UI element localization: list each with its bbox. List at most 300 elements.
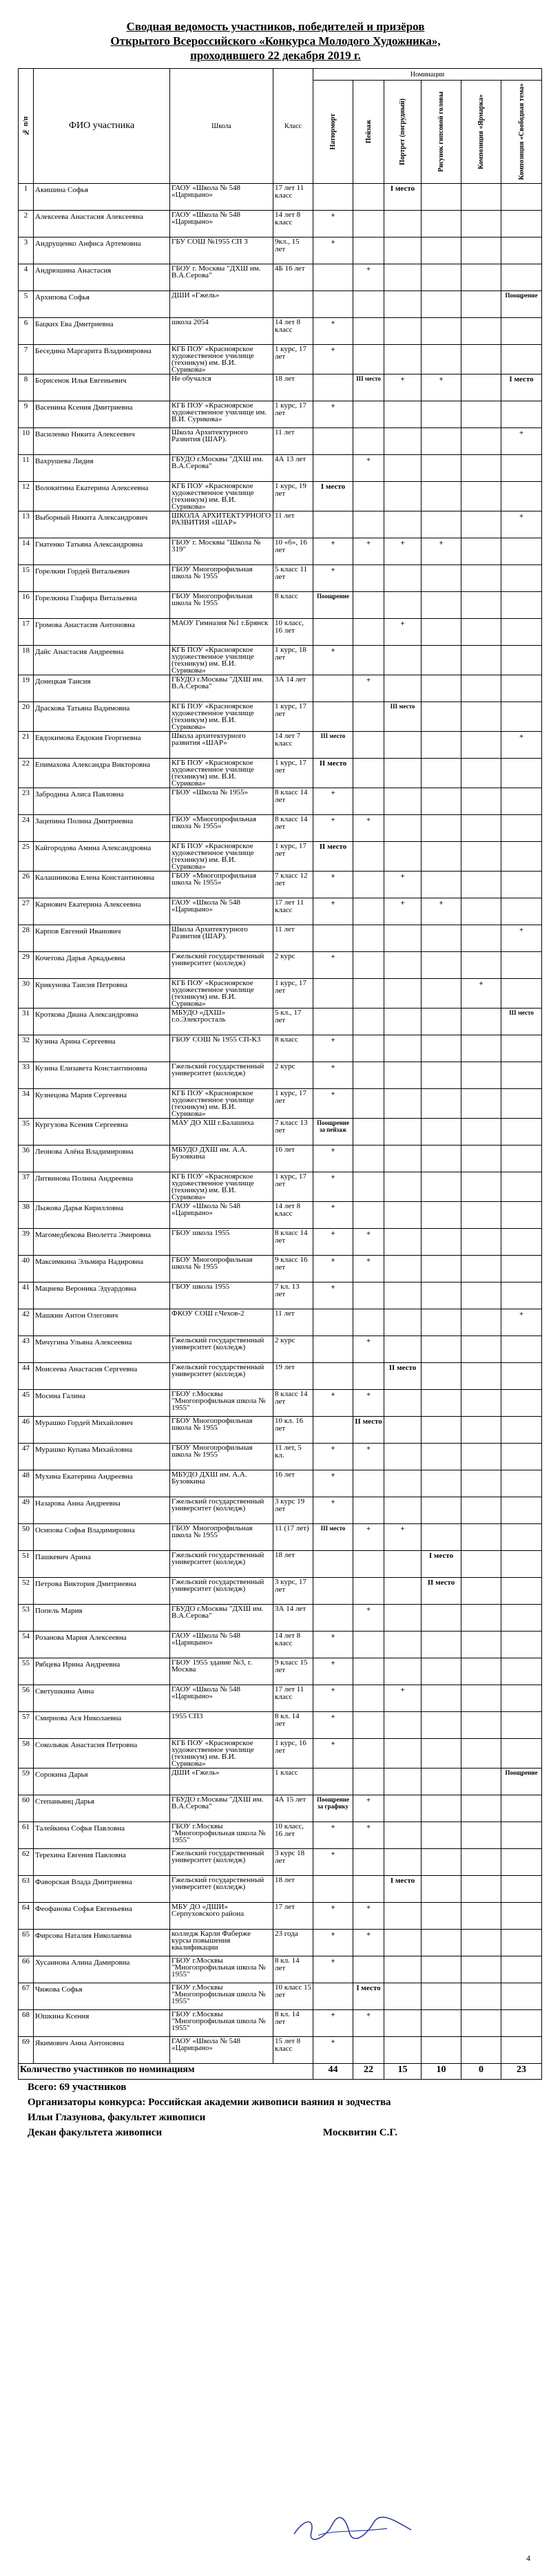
row-number: 14: [19, 538, 34, 565]
nomination-mark-3: [384, 842, 422, 872]
nomination-mark-6: [501, 1578, 542, 1605]
nomination-mark-1: [313, 1769, 353, 1795]
table-row: [19, 1146, 542, 1172]
participant-class: 14 лет 7 класс: [273, 732, 313, 759]
nomination-mark-5: [461, 1956, 501, 1983]
nomination-mark-4: [422, 1336, 461, 1363]
nomination-mark-2: +: [353, 264, 384, 291]
row-number: 7: [19, 345, 34, 374]
nomination-mark-2: [353, 1035, 384, 1062]
participant-name: Андрущенко Анфиса Артемовна: [34, 237, 170, 264]
participant-school: ФКОУ СОШ г.Чехов-2: [170, 1309, 273, 1336]
nomination-mark-6: [501, 1119, 542, 1146]
participant-name: Фаворская Влада Дмитриевна: [34, 1876, 170, 1903]
nomination-mark-5: [461, 1309, 501, 1336]
row-number: 50: [19, 1524, 34, 1551]
nomination-mark-2: [353, 592, 384, 619]
nomination-mark-6: [501, 1062, 542, 1089]
nomination-mark-4: [422, 1470, 461, 1497]
nomination-mark-3: [384, 318, 422, 345]
nomination-mark-5: [461, 1876, 501, 1903]
nomination-mark-2: +: [353, 1229, 384, 1256]
nomination-mark-5: [461, 1089, 501, 1119]
nomination-mark-4: [422, 1417, 461, 1444]
nomination-mark-2: [353, 952, 384, 979]
nomination-mark-1: +: [313, 401, 353, 428]
nomination-mark-6: [501, 1444, 542, 1470]
nomination-mark-2: [353, 759, 384, 788]
table-row: [19, 2010, 542, 2037]
nomination-mark-5: [461, 455, 501, 482]
nomination-mark-2: [353, 619, 384, 646]
row-number: 59: [19, 1769, 34, 1795]
nomination-mark-4: [422, 1903, 461, 1930]
table-row: [19, 1470, 542, 1497]
table-row: [19, 482, 542, 511]
participant-name: Рябцева Ирина Андреевна: [34, 1658, 170, 1685]
table-row: [19, 1632, 542, 1658]
nomination-mark-2: [353, 428, 384, 455]
participant-school: ГБОУ «Школа № 1955»: [170, 788, 273, 815]
participant-class: 1 курс, 19 лет: [273, 482, 313, 511]
nomination-mark-3: [384, 211, 422, 237]
nomination-mark-3: [384, 1605, 422, 1632]
participant-name: Сокольвак Анастасия Петровна: [34, 1739, 170, 1769]
table-row: [19, 428, 542, 455]
nomination-mark-5: [461, 1605, 501, 1632]
participant-name: Лыжова Дарья Кирилловна: [34, 1202, 170, 1229]
nomination-mark-4: [422, 1524, 461, 1551]
participant-class: 11 лет: [273, 1309, 313, 1336]
participant-class: 5 класс 11 лет: [273, 565, 313, 592]
table-row: [19, 1903, 542, 1930]
table-row: [19, 1417, 542, 1444]
table-row: [19, 1202, 542, 1229]
nomination-mark-1: +: [313, 565, 353, 592]
nomination-mark-5: [461, 211, 501, 237]
nomination-mark-4: [422, 1062, 461, 1089]
nomination-mark-2: [353, 1769, 384, 1795]
nomination-mark-1: Поощрение за графику: [313, 1795, 353, 1822]
nomination-mark-6: Поощрение: [501, 291, 542, 318]
nomination-mark-1: [313, 1009, 353, 1035]
nomination-mark-5: [461, 872, 501, 898]
nomination-mark-3: +: [384, 538, 422, 565]
participant-class: 8 класс 14 лет: [273, 1229, 313, 1256]
participant-name: Сорокина Дарья: [34, 1769, 170, 1795]
nomination-mark-2: [353, 184, 384, 211]
nomination-mark-2: [353, 401, 384, 428]
nomination-mark-2: [353, 1309, 384, 1336]
title-line-2: Открытого Всероссийского «Конкурса Молодого Художника»,: [110, 34, 441, 47]
nomination-mark-5: [461, 1685, 501, 1712]
header-nomination-3: Портрет (погрудный): [384, 81, 422, 184]
nomination-mark-1: [313, 1336, 353, 1363]
table-row: [19, 1524, 542, 1551]
organizers-line-1: Организаторы конкурса: Российская академии живописи ваяния и зодчества: [28, 2097, 391, 2108]
table-row: [19, 1605, 542, 1632]
participant-class: 1 курс, 17 лет: [273, 759, 313, 788]
nomination-mark-2: [353, 842, 384, 872]
table-row: [19, 291, 542, 318]
participant-class: 8 кл. 14 лет: [273, 2010, 313, 2037]
row-number: 22: [19, 759, 34, 788]
signature-image: [291, 2515, 415, 2542]
participant-name: Кургузова Ксения Сергеевна: [34, 1119, 170, 1146]
participant-class: 16 лет: [273, 1470, 313, 1497]
participant-class: 9 класс 15 лет: [273, 1658, 313, 1685]
nomination-mark-3: [384, 291, 422, 318]
nomination-mark-1: +: [313, 1849, 353, 1876]
nomination-mark-6: [501, 619, 542, 646]
nomination-mark-1: [313, 979, 353, 1009]
nomination-mark-5: [461, 538, 501, 565]
participant-name: Бацких Ева Дмитриевна: [34, 318, 170, 345]
table-row: [19, 1849, 542, 1876]
participant-name: Попель Мария: [34, 1605, 170, 1632]
nomination-mark-3: [384, 1632, 422, 1658]
row-number: 39: [19, 1229, 34, 1256]
nomination-mark-1: +: [313, 1062, 353, 1089]
table-row: [19, 979, 542, 1009]
row-number: 11: [19, 455, 34, 482]
row-number: 1: [19, 184, 34, 211]
nomination-mark-1: +: [313, 1390, 353, 1417]
nomination-mark-2: [353, 1282, 384, 1309]
nomination-mark-2: +: [353, 1336, 384, 1363]
participant-school: КГБ ПОУ «Красноярское художественное училище (техникум) им. В.И. Сурикова»: [170, 482, 273, 511]
participant-school: ШКОЛА АРХИТЕКТУРНОГО РАЗВИТИЯ «ШАР»: [170, 511, 273, 538]
nomination-mark-3: I место: [384, 184, 422, 211]
nomination-mark-3: [384, 979, 422, 1009]
nomination-mark-6: [501, 1363, 542, 1390]
nomination-mark-1: +: [313, 1930, 353, 1956]
table-row: [19, 401, 542, 428]
nomination-mark-4: II место: [422, 1578, 461, 1605]
row-number: 2: [19, 211, 34, 237]
table-row: [19, 538, 542, 565]
row-number: 58: [19, 1739, 34, 1769]
row-number: 55: [19, 1658, 34, 1685]
participant-school: КГБ ПОУ «Красноярское художественное училище (техникум) им. В.И. Сурикова»: [170, 759, 273, 788]
nomination-mark-1: +: [313, 1470, 353, 1497]
total-n1: 44: [313, 2064, 353, 2080]
participant-name: Карпов Евгений Иванович: [34, 925, 170, 952]
nomination-mark-3: [384, 1417, 422, 1444]
nomination-mark-4: [422, 237, 461, 264]
participant-name: Дайс Анастасия Андреевна: [34, 646, 170, 675]
participant-name: Терехина Евгения Павловна: [34, 1849, 170, 1876]
nomination-mark-4: [422, 1769, 461, 1795]
participant-name: Мосина Галина: [34, 1390, 170, 1417]
nomination-mark-1: +: [313, 1903, 353, 1930]
row-number: 51: [19, 1551, 34, 1578]
nomination-mark-3: [384, 1578, 422, 1605]
row-number: 54: [19, 1632, 34, 1658]
nomination-mark-4: [422, 1822, 461, 1849]
table-row: [19, 1876, 542, 1903]
nomination-mark-5: [461, 1739, 501, 1769]
nomination-mark-6: [501, 952, 542, 979]
table-row: [19, 1769, 542, 1795]
nomination-mark-6: [501, 1282, 542, 1309]
nomination-mark-1: +: [313, 1089, 353, 1119]
participant-school: Гжельский государственный университет (колледж): [170, 1551, 273, 1578]
nomination-mark-5: [461, 1009, 501, 1035]
nomination-mark-5: [461, 237, 501, 264]
table-row: [19, 898, 542, 925]
nomination-mark-4: [422, 565, 461, 592]
nomination-mark-2: [353, 1551, 384, 1578]
nomination-mark-2: III место: [353, 374, 384, 401]
nomination-mark-5: [461, 646, 501, 675]
nomination-mark-2: +: [353, 1930, 384, 1956]
table-row: [19, 1930, 542, 1956]
row-number: 46: [19, 1417, 34, 1444]
participant-school: ГБОУ Многопрофильная школа № 1955: [170, 592, 273, 619]
nomination-mark-6: +: [501, 925, 542, 952]
row-number: 21: [19, 732, 34, 759]
nomination-mark-5: [461, 759, 501, 788]
participant-school: ГБОУ 1955 здание №3, г. Москва: [170, 1658, 273, 1685]
nomination-mark-6: [501, 1172, 542, 1202]
participant-name: Карнович Екатерина Алексеевна: [34, 898, 170, 925]
nomination-mark-1: [313, 184, 353, 211]
table-row: [19, 788, 542, 815]
participant-class: 1 курс, 17 лет: [273, 1089, 313, 1119]
nomination-mark-6: [501, 1089, 542, 1119]
table-row: [19, 1035, 542, 1062]
nomination-mark-1: III место: [313, 732, 353, 759]
nomination-mark-3: [384, 732, 422, 759]
nomination-mark-3: [384, 455, 422, 482]
nomination-mark-6: [501, 264, 542, 291]
nomination-mark-2: [353, 1956, 384, 1983]
participant-name: Кузина Арина Сергеевна: [34, 1035, 170, 1062]
participant-name: Епимахова Александра Викторовна: [34, 759, 170, 788]
row-number: 28: [19, 925, 34, 952]
participant-name: Степаньянц Дарья: [34, 1795, 170, 1822]
participant-name: Кочетова Дарья Аркадьевна: [34, 952, 170, 979]
participant-school: ГАОУ «Школа № 548 «Царицыно»: [170, 1202, 273, 1229]
nomination-mark-2: [353, 211, 384, 237]
nomination-mark-5: [461, 1202, 501, 1229]
participant-name: Светушкина Анна: [34, 1685, 170, 1712]
table-row: [19, 592, 542, 619]
nomination-mark-1: +: [313, 211, 353, 237]
nomination-mark-1: II место: [313, 842, 353, 872]
nomination-mark-4: [422, 1229, 461, 1256]
title-line-3: проходившего 22 декабря 2019 г.: [190, 49, 361, 62]
participant-class: 2 курс: [273, 1336, 313, 1363]
row-number: 69: [19, 2037, 34, 2064]
nomination-mark-2: [353, 2037, 384, 2064]
participant-class: 9 класс 16 лет: [273, 1256, 313, 1282]
nomination-mark-4: [422, 759, 461, 788]
nomination-mark-4: [422, 1739, 461, 1769]
participant-name: Мурашко Гордей Михайлович: [34, 1417, 170, 1444]
nomination-mark-5: [461, 1712, 501, 1739]
participant-class: 7 класс 12 лет: [273, 872, 313, 898]
nomination-mark-4: [422, 1309, 461, 1336]
nomination-mark-2: I место: [353, 1983, 384, 2010]
row-number: 4: [19, 264, 34, 291]
participant-class: 8 кл. 14 лет: [273, 1712, 313, 1739]
nomination-mark-4: +: [422, 538, 461, 565]
nomination-mark-4: [422, 1658, 461, 1685]
nomination-mark-6: [501, 1470, 542, 1497]
nomination-mark-3: [384, 1739, 422, 1769]
nomination-mark-6: [501, 872, 542, 898]
nomination-mark-5: [461, 511, 501, 538]
nomination-mark-3: [384, 1009, 422, 1035]
nomination-mark-4: [422, 1282, 461, 1309]
nomination-mark-2: [353, 1578, 384, 1605]
participant-class: 8 кл. 14 лет: [273, 1956, 313, 1983]
total-n4: 10: [422, 2064, 461, 2080]
participant-name: Донецкая Таисия: [34, 675, 170, 702]
nomination-mark-4: [422, 619, 461, 646]
nomination-mark-3: [384, 401, 422, 428]
participant-name: Назарова Анна Андреевна: [34, 1497, 170, 1524]
participant-school: колледж Карли Фаберже курсы повышения квалификации: [170, 1930, 273, 1956]
participant-school: ДШИ «Гжель»: [170, 1769, 273, 1795]
nomination-mark-2: [353, 1739, 384, 1769]
row-number: 64: [19, 1903, 34, 1930]
nomination-mark-3: [384, 1956, 422, 1983]
participant-name: Фирсова Наталия Николаевна: [34, 1930, 170, 1956]
nomination-mark-3: +: [384, 1685, 422, 1712]
participant-school: МБУДО «ДХШ» г.о.Электросталь: [170, 1009, 273, 1035]
table-row: [19, 1390, 542, 1417]
header-nomination-4: Рисунок гипсовой головы: [422, 81, 461, 184]
participant-name: Василенко Никита Алексеевич: [34, 428, 170, 455]
nomination-mark-1: +: [313, 538, 353, 565]
total-n2: 22: [353, 2064, 384, 2080]
nomination-mark-4: [422, 788, 461, 815]
nomination-mark-5: [461, 374, 501, 401]
nomination-mark-3: [384, 1229, 422, 1256]
nomination-mark-1: Поощрение: [313, 592, 353, 619]
nomination-mark-2: [353, 1009, 384, 1035]
nomination-mark-6: [501, 318, 542, 345]
nomination-mark-5: [461, 619, 501, 646]
table-row: [19, 1282, 542, 1309]
row-number: 68: [19, 2010, 34, 2037]
participant-class: 11 лет: [273, 925, 313, 952]
participant-school: КГБ ПОУ «Красноярское художественное училище (техникум) им. В.И. Сурикова»: [170, 1739, 273, 1769]
nomination-mark-3: +: [384, 872, 422, 898]
nomination-mark-5: [461, 1390, 501, 1417]
row-number: 67: [19, 1983, 34, 2010]
nomination-mark-5: [461, 702, 501, 732]
participant-name: Забродина Алиса Павловна: [34, 788, 170, 815]
nomination-mark-3: [384, 815, 422, 842]
row-number: 61: [19, 1822, 34, 1849]
table-row: [19, 1062, 542, 1089]
table-row: [19, 842, 542, 872]
nomination-mark-1: +: [313, 1444, 353, 1470]
participant-school: МБУ ДО «ДШИ» Серпуховского района: [170, 1903, 273, 1930]
participant-school: Школа Архитектурного Развития (ШАР).: [170, 925, 273, 952]
nomination-mark-1: +: [313, 952, 353, 979]
nomination-mark-2: [353, 482, 384, 511]
nomination-mark-6: [501, 1632, 542, 1658]
participant-class: 1 курс, 17 лет: [273, 401, 313, 428]
nomination-mark-4: [422, 482, 461, 511]
nomination-mark-5: [461, 1983, 501, 2010]
nomination-mark-2: [353, 511, 384, 538]
nomination-mark-6: [501, 1605, 542, 1632]
row-number: 8: [19, 374, 34, 401]
table-row: [19, 1956, 542, 1983]
row-number: 31: [19, 1009, 34, 1035]
nomination-mark-2: [353, 1497, 384, 1524]
participant-class: 10 класс 15 лет: [273, 1983, 313, 2010]
row-number: 25: [19, 842, 34, 872]
nomination-mark-1: +: [313, 1282, 353, 1309]
nomination-mark-3: [384, 1930, 422, 1956]
nomination-mark-4: [422, 2037, 461, 2064]
participant-class: 8 класс: [273, 1035, 313, 1062]
nomination-mark-3: [384, 1256, 422, 1282]
participant-name: Зацепина Полина Дмитриевна: [34, 815, 170, 842]
header-nomination-6: Композиция «Свободная тема»: [501, 81, 542, 184]
nomination-mark-2: +: [353, 1524, 384, 1551]
row-number: 9: [19, 401, 34, 428]
nomination-mark-1: +: [313, 815, 353, 842]
nomination-mark-1: +: [313, 1739, 353, 1769]
row-number: 13: [19, 511, 34, 538]
table-row: [19, 1172, 542, 1202]
nomination-mark-6: +: [501, 732, 542, 759]
participant-school: КГБ ПОУ «Красноярское художественное училище (техникум) им. В.И. Сурикова»: [170, 646, 273, 675]
nomination-mark-4: [422, 401, 461, 428]
nomination-mark-6: [501, 1822, 542, 1849]
nomination-mark-3: [384, 565, 422, 592]
table-row: [19, 952, 542, 979]
participant-school: ГБОУ г. Москвы "Школа № 319": [170, 538, 273, 565]
participant-class: 10 «б», 16 лет: [273, 538, 313, 565]
nomination-mark-4: [422, 646, 461, 675]
participant-name: Якимович Анна Антоновна: [34, 2037, 170, 2064]
participant-class: 8 класс 14 лет: [273, 815, 313, 842]
table-row: [19, 1497, 542, 1524]
nomination-mark-4: [422, 979, 461, 1009]
nomination-mark-6: +: [501, 1309, 542, 1336]
participant-school: КГБ ПОУ «Красноярское художественное училище (техникум) им. В.И. Сурикова»: [170, 979, 273, 1009]
nomination-mark-4: [422, 455, 461, 482]
nomination-mark-5: [461, 1417, 501, 1444]
nomination-mark-3: [384, 1497, 422, 1524]
participant-school: ГАОУ «Школа № 548 «Царицыно»: [170, 2037, 273, 2064]
dean-name: Москвитин С.Г.: [322, 2127, 397, 2138]
nomination-mark-4: [422, 1712, 461, 1739]
nomination-mark-6: [501, 1739, 542, 1769]
nomination-mark-3: [384, 237, 422, 264]
nomination-mark-3: [384, 1089, 422, 1119]
nomination-mark-3: [384, 646, 422, 675]
participant-school: КГБ ПОУ «Красноярское художественное училище (техникум) им. В.И. Сурикова»: [170, 345, 273, 374]
participant-name: Кузина Елизавета Константиновна: [34, 1062, 170, 1089]
table-row: [19, 1256, 542, 1282]
nomination-mark-4: [422, 1849, 461, 1876]
participant-class: 3А 14 лет: [273, 675, 313, 702]
nomination-mark-4: [422, 925, 461, 952]
nomination-mark-3: [384, 1903, 422, 1930]
participant-class: 15 лет 8 класс: [273, 2037, 313, 2064]
participant-class: 9кл., 15 лет: [273, 237, 313, 264]
